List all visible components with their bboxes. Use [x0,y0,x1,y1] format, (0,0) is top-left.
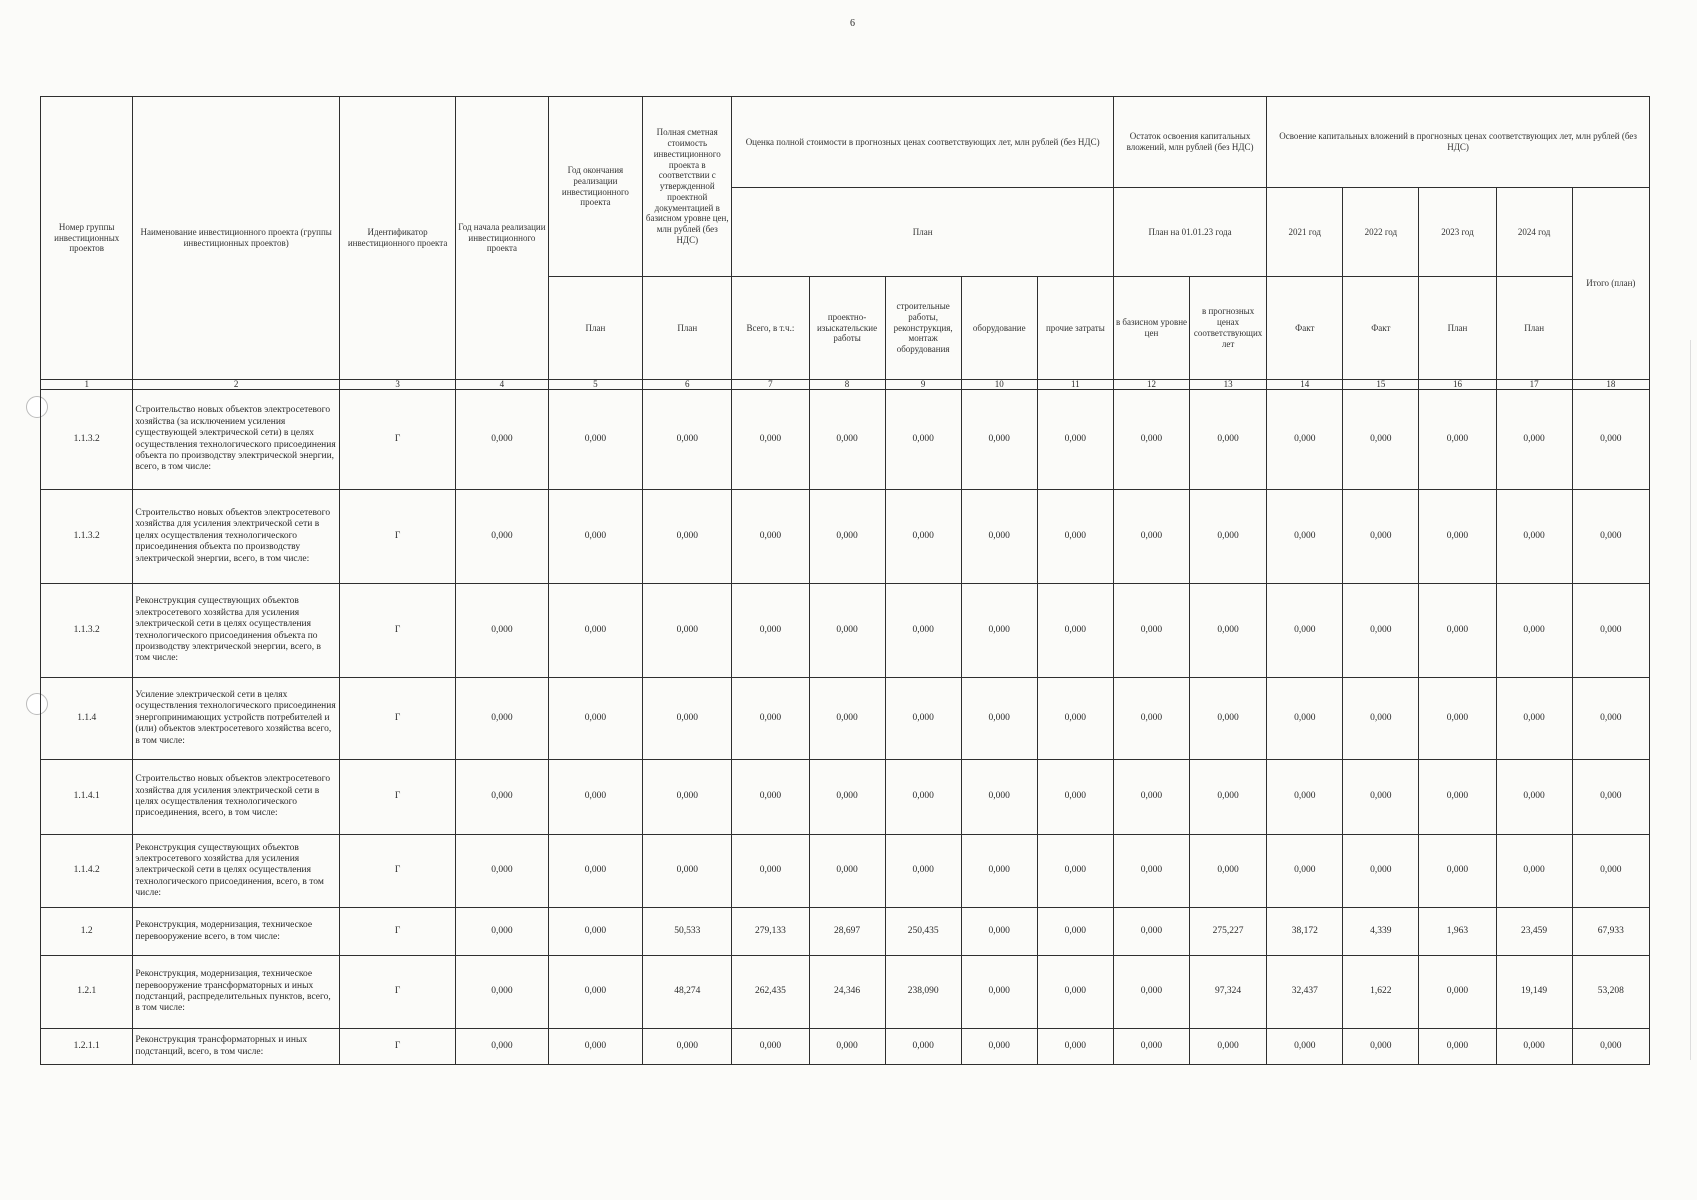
header-plan: План [732,188,1114,277]
value-cell: 0,000 [1037,908,1113,956]
value-cell: 67,933 [1572,908,1649,956]
value-cell: 19,149 [1496,956,1572,1029]
header-plan-2023: План [1419,277,1496,380]
value-cell: 0,000 [548,490,643,584]
value-cell: 0,000 [732,678,809,760]
identifier-cell: Г [339,1029,455,1065]
value-cell: 0,000 [1419,390,1496,490]
value-cell: 0,000 [1419,678,1496,760]
column-number: 15 [1343,380,1419,390]
column-number: 1 [41,380,133,390]
value-cell: 0,000 [1037,956,1113,1029]
header-total-plan: Итого (план) [1572,188,1649,380]
header-fact-2022: Факт [1343,277,1419,380]
value-cell: 0,000 [732,760,809,835]
value-cell: 0,000 [1190,490,1267,584]
value-cell: 0,000 [643,584,732,678]
identifier-cell: Г [339,390,455,490]
value-cell: 0,000 [1496,1029,1572,1065]
value-cell: 0,000 [1496,678,1572,760]
value-cell: 0,000 [1190,835,1267,908]
value-cell: 0,000 [885,1029,961,1065]
value-cell: 0,000 [1113,956,1189,1029]
value-cell: 0,000 [961,678,1037,760]
header-forecast-prices: в прогнозных ценах соответствующих лет [1190,277,1267,380]
header-development: Освоение капитальных вложений в прогнозных ценах соответствующих лет, млн рублей (без НДС) [1267,97,1650,188]
value-cell: 0,000 [548,908,643,956]
header-construction: строительные работы, реконструкция, монтаж оборудования [885,277,961,380]
column-number: 17 [1496,380,1572,390]
value-cell: 0,000 [1190,760,1267,835]
value-cell: 0,000 [1267,835,1343,908]
column-number: 16 [1419,380,1496,390]
column-number-row [41,380,1650,390]
value-cell: 250,435 [885,908,961,956]
table-row [41,908,1650,956]
value-cell: 0,000 [1572,678,1649,760]
header-year-2024: 2024 год [1496,188,1572,277]
header-start-year: Год начала реализации инвестиционного проекта [456,97,548,380]
header-full-cost: Полная сметная стоимость инвестиционного проекта в соответствии с утвержденной проектной документацией в базисном уровне цен, млн рублей (без НДС) [643,97,732,277]
value-cell: 0,000 [809,678,885,760]
column-number: 13 [1190,380,1267,390]
value-cell: 0,000 [1572,835,1649,908]
value-cell: 0,000 [732,390,809,490]
page-number: 6 [850,18,855,29]
value-cell: 0,000 [643,1029,732,1065]
value-cell: 0,000 [643,678,732,760]
value-cell: 0,000 [1572,584,1649,678]
value-cell: 0,000 [548,760,643,835]
value-cell: 0,000 [1113,908,1189,956]
header-forecast-cost: Оценка полной стоимости в прогнозных ценах соответствующих лет, млн рублей (без НДС) [732,97,1114,188]
project-name-cell: Строительство новых объектов электросетевого хозяйства для усиления электрической сети в целях осуществления технологического присоединения, всего, в том числе: [133,760,340,835]
header-base-level: в базисном уровне цен [1113,277,1189,380]
value-cell: 0,000 [1037,490,1113,584]
value-cell: 53,208 [1572,956,1649,1029]
project-name-cell: Реконструкция существующих объектов электросетевого хозяйства для усиления электрической сети в целях осуществления технологического присоединения объекта по производству электрической энергии, всего, в том числе: [133,584,340,678]
value-cell: 0,000 [1037,584,1113,678]
project-name-cell: Усиление электрической сети в целях осуществления технологического присоединения энергопринимающих устройств потребителей и (или) объектов электросетевого хозяйства всего, в том числе: [133,678,340,760]
value-cell: 0,000 [1267,390,1343,490]
value-cell: 0,000 [885,490,961,584]
header-identifier: Идентификатор инвестиционного проекта [339,97,455,380]
header-year-2021: 2021 год [1267,188,1343,277]
value-cell: 0,000 [456,390,548,490]
value-cell: 279,133 [732,908,809,956]
investment-table-sheet [40,96,1650,1166]
value-cell: 0,000 [1419,760,1496,835]
header-cost-plan: План [643,277,732,380]
value-cell: 0,000 [1037,1029,1113,1065]
value-cell: 0,000 [1572,760,1649,835]
table-row [41,760,1650,835]
value-cell: 0,000 [809,390,885,490]
table-row [41,956,1650,1029]
header-year-2023: 2023 год [1419,188,1496,277]
value-cell: 0,000 [961,908,1037,956]
value-cell: 0,000 [1190,390,1267,490]
value-cell: 32,437 [1267,956,1343,1029]
header-equipment: оборудование [961,277,1037,380]
value-cell: 0,000 [961,835,1037,908]
value-cell: 0,000 [1267,678,1343,760]
value-cell: 0,000 [1190,1029,1267,1065]
header-year-2022: 2022 год [1343,188,1419,277]
project-name-cell: Реконструкция, модернизация, техническое перевооружение всего, в том числе: [133,908,340,956]
column-number: 12 [1113,380,1189,390]
value-cell: 0,000 [1496,584,1572,678]
identifier-cell: Г [339,760,455,835]
investment-table [40,96,1650,1065]
identifier-cell: Г [339,584,455,678]
value-cell: 0,000 [643,390,732,490]
header-plan-date: План на 01.01.23 года [1113,188,1266,277]
value-cell: 0,000 [961,760,1037,835]
value-cell: 262,435 [732,956,809,1029]
value-cell: 0,000 [1190,584,1267,678]
value-cell: 23,459 [1496,908,1572,956]
value-cell: 0,000 [809,760,885,835]
table-row [41,490,1650,584]
value-cell: 0,000 [456,584,548,678]
value-cell: 0,000 [456,678,548,760]
value-cell: 0,000 [809,1029,885,1065]
group-number-cell: 1.2.1 [41,956,133,1029]
value-cell: 0,000 [1037,678,1113,760]
value-cell: 0,000 [885,760,961,835]
column-number: 11 [1037,380,1113,390]
group-number-cell: 1.1.3.2 [41,390,133,490]
value-cell: 0,000 [1267,490,1343,584]
value-cell: 0,000 [456,835,548,908]
value-cell: 0,000 [1113,760,1189,835]
value-cell: 0,000 [961,584,1037,678]
value-cell: 0,000 [961,1029,1037,1065]
value-cell: 0,000 [1572,490,1649,584]
value-cell: 1,963 [1419,908,1496,956]
value-cell: 0,000 [548,584,643,678]
value-cell: 0,000 [1113,1029,1189,1065]
value-cell: 0,000 [961,490,1037,584]
value-cell: 0,000 [548,835,643,908]
value-cell: 0,000 [548,956,643,1029]
value-cell: 0,000 [1267,760,1343,835]
identifier-cell: Г [339,956,455,1029]
header-project-name: Наименование инвестиционного проекта (группы инвестиционных проектов) [133,97,340,380]
column-number: 9 [885,380,961,390]
header-total-incl: Всего, в т.ч.: [732,277,809,380]
column-number: 2 [133,380,340,390]
value-cell: 0,000 [456,1029,548,1065]
value-cell: 0,000 [1037,835,1113,908]
identifier-cell: Г [339,678,455,760]
value-cell: 0,000 [456,760,548,835]
column-number: 14 [1267,380,1343,390]
header-fact-2021: Факт [1267,277,1343,380]
column-number: 6 [643,380,732,390]
group-number-cell: 1.2 [41,908,133,956]
value-cell: 0,000 [885,678,961,760]
group-number-cell: 1.1.4.2 [41,835,133,908]
column-number: 10 [961,380,1037,390]
column-number: 4 [456,380,548,390]
value-cell: 0,000 [1113,490,1189,584]
value-cell: 0,000 [1343,390,1419,490]
value-cell: 0,000 [1343,835,1419,908]
project-name-cell: Реконструкция существующих объектов электросетевого хозяйства для усиления электрической сети в целях осуществления технологического присоединения, всего, в том числе: [133,835,340,908]
identifier-cell: Г [339,908,455,956]
value-cell: 0,000 [1113,390,1189,490]
value-cell: 0,000 [1496,390,1572,490]
value-cell: 0,000 [809,490,885,584]
value-cell: 0,000 [961,390,1037,490]
value-cell: 0,000 [809,584,885,678]
header-remaining: Остаток освоения капитальных вложений, млн рублей (без НДС) [1113,97,1266,188]
table-row [41,390,1650,490]
header-group-number: Номер группы инвестиционных проектов [41,97,133,380]
table-body [41,390,1650,1065]
header-survey: проектно-изыскательские работы [809,277,885,380]
value-cell: 0,000 [1113,678,1189,760]
header-other: прочие затраты [1037,277,1113,380]
value-cell: 0,000 [1419,956,1496,1029]
group-number-cell: 1.1.4 [41,678,133,760]
value-cell: 0,000 [1113,835,1189,908]
value-cell: 50,533 [643,908,732,956]
value-cell: 97,324 [1190,956,1267,1029]
header-end-year: Год окончания реализации инвестиционного проекта [548,97,643,277]
value-cell: 0,000 [732,584,809,678]
value-cell: 0,000 [643,490,732,584]
table-row [41,835,1650,908]
value-cell: 275,227 [1190,908,1267,956]
value-cell: 0,000 [1037,760,1113,835]
table-header [41,97,1650,390]
header-plan-2024: План [1496,277,1572,380]
value-cell: 1,622 [1343,956,1419,1029]
value-cell: 0,000 [1343,678,1419,760]
value-cell: 0,000 [643,835,732,908]
value-cell: 0,000 [1572,390,1649,490]
value-cell: 0,000 [548,678,643,760]
value-cell: 0,000 [456,956,548,1029]
value-cell: 0,000 [1343,584,1419,678]
value-cell: 0,000 [809,835,885,908]
group-number-cell: 1.1.3.2 [41,490,133,584]
value-cell: 0,000 [885,835,961,908]
group-number-cell: 1.1.4.1 [41,760,133,835]
value-cell: 0,000 [548,1029,643,1065]
value-cell: 4,339 [1343,908,1419,956]
value-cell: 0,000 [456,490,548,584]
group-number-cell: 1.1.3.2 [41,584,133,678]
column-number: 7 [732,380,809,390]
value-cell: 38,172 [1267,908,1343,956]
table-row [41,678,1650,760]
value-cell: 0,000 [1343,1029,1419,1065]
value-cell: 0,000 [1267,1029,1343,1065]
table-row [41,584,1650,678]
value-cell: 0,000 [1037,390,1113,490]
value-cell: 0,000 [885,390,961,490]
value-cell: 0,000 [732,835,809,908]
value-cell: 0,000 [456,908,548,956]
project-name-cell: Реконструкция трансформаторных и иных подстанций, всего, в том числе: [133,1029,340,1065]
value-cell: 0,000 [961,956,1037,1029]
project-name-cell: Строительство новых объектов электросетевого хозяйства (за исключением усиления существующей электрической сети) в целях осуществления технологического присоединения объекта по производству электрической энергии, всего, в том числе: [133,390,340,490]
value-cell: 0,000 [1113,584,1189,678]
header-end-plan: План [548,277,643,380]
value-cell: 0,000 [885,584,961,678]
value-cell: 0,000 [732,490,809,584]
value-cell: 0,000 [1343,760,1419,835]
value-cell: 0,000 [1496,760,1572,835]
value-cell: 0,000 [1419,584,1496,678]
identifier-cell: Г [339,490,455,584]
value-cell: 0,000 [1496,490,1572,584]
column-number: 3 [339,380,455,390]
value-cell: 28,697 [809,908,885,956]
group-number-cell: 1.2.1.1 [41,1029,133,1065]
value-cell: 0,000 [1267,584,1343,678]
identifier-cell: Г [339,835,455,908]
value-cell: 0,000 [1419,835,1496,908]
value-cell: 238,090 [885,956,961,1029]
value-cell: 0,000 [732,1029,809,1065]
project-name-cell: Реконструкция, модернизация, техническое перевооружение трансформаторных и иных подстанций, распределительных пунктов, всего, в том числе: [133,956,340,1029]
value-cell: 0,000 [548,390,643,490]
value-cell: 0,000 [1343,490,1419,584]
value-cell: 0,000 [1419,490,1496,584]
value-cell: 0,000 [1419,1029,1496,1065]
value-cell: 0,000 [1190,678,1267,760]
value-cell: 24,346 [809,956,885,1029]
value-cell: 0,000 [643,760,732,835]
column-number: 8 [809,380,885,390]
value-cell: 0,000 [1496,835,1572,908]
scan-edge-mark [1690,340,1691,1060]
project-name-cell: Строительство новых объектов электросетевого хозяйства для усиления электрической сети в целях осуществления технологического присоединения объекта по производству электрической энергии, всего, в том числе: [133,490,340,584]
value-cell: 0,000 [1572,1029,1649,1065]
column-number: 5 [548,380,643,390]
column-number: 18 [1572,380,1649,390]
table-row [41,1029,1650,1065]
value-cell: 48,274 [643,956,732,1029]
